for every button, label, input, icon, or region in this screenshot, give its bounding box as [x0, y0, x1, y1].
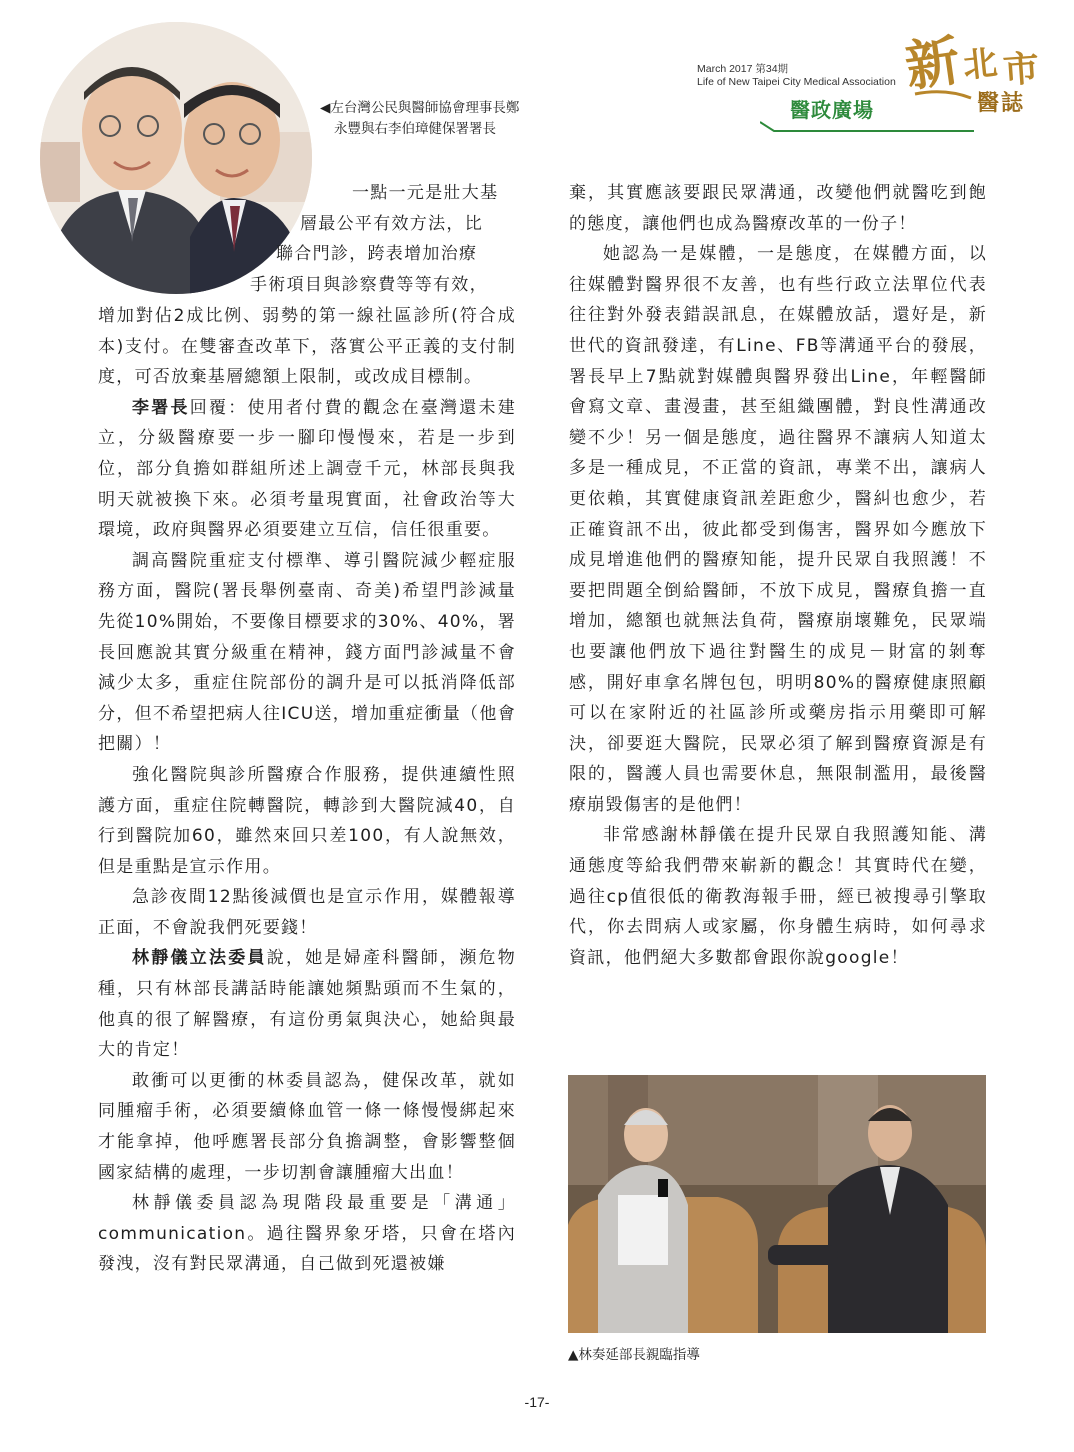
left-paragraph-2: [98, 393, 516, 546]
left-paragraph-7: [98, 1066, 516, 1188]
top-photo-caption: [320, 98, 580, 140]
left-paragraph-7-text: 敢衝可以更衝的林委員認為，健保改革，就如同腫瘤手術，必須要續條血管一條一條慢慢綁起來才能拿掉，他呼應署長部分負擔調整，會影響整個國家結構的處理，一步切割會讓腫瘤大出血！: [98, 1070, 516, 1183]
right-paragraph-1: [569, 178, 987, 239]
left-paragraph-5: [98, 882, 516, 943]
panel-discussion-image: [568, 1075, 986, 1333]
left-paragraph-1-text: 增加對佔2成比例、弱勢的第一線社區診所(符合成本)支付。在雙審查改革下，落實公平正義的支付制度，可否放棄基層總額上限制，或改成目標制。: [98, 306, 516, 388]
header-rule: [760, 120, 974, 132]
left-top-line-1: 一點一元是壯大基: [352, 183, 499, 203]
svg-text:新: 新: [905, 27, 964, 99]
left-paragraph-4-text: 強化醫院與診所醫療合作服務，提供連續性照護方面，重症住院轉醫院，轉診到大醫院減40，自行到醫院加60，雖然來回只差100，有人說無效，但是重點是宣示作用。: [98, 764, 516, 877]
issue-publication: Life of New Taipei City Medical Association: [697, 76, 896, 88]
two-men-portrait-image: [40, 22, 312, 294]
left-paragraph-1: [98, 301, 516, 393]
svg-text:醫: 醫: [977, 90, 1000, 116]
left-paragraph-6: [98, 943, 516, 1065]
section-title: 醫政廣場: [790, 98, 874, 122]
left-paragraph-4: [98, 760, 516, 882]
svg-text:市: 市: [1001, 47, 1041, 92]
issue-info: [697, 63, 896, 89]
magazine-logo: [905, 24, 1045, 116]
bottom-photo: [568, 1075, 986, 1333]
right-paragraph-2-text: 她認為一是媒體，一是態度，在媒體方面，以往媒體對醫界很不友善，也有些行政立法單位代表往往對外發表錯誤訊息，在媒體放話，還好是，新世代的資訊發達，有Line、FB等溝通平台的發展，署長早上7點就對媒體與醫界發出Line，年輕醫師會寫文章、畫漫畫，甚至組織團體，對良性溝通改變不少！另一個是態度，過往醫界不讓病人知道太多是一種成見，不正當的資訊，專業不出，讓病人更依賴，其實健康資訊差距愈少，醫糾也愈少，若正確資訊不出，彼此都受到傷害，醫界如今應放下成見增進他們的醫療知能，提升民眾自我照護！不要把問題全倒給醫師，不放下成見，醫療負擔一直增加，總額也就無法負荷，醫療崩壞難免，民眾端也要讓他們放下過往對醫生的成見－財富的剝奪感，開好車拿名牌包包，明明80%的醫療健康照顧可以在家附近的社區診所或藥房指示用藥即可解決，卻要逛大醫院，民眾必須了解到醫療資源是有限的，醫護人員也需要休息，無限制濫用，最後醫療崩毀傷害的是他們！: [569, 244, 987, 815]
left-paragraph-8: [98, 1188, 516, 1280]
left-top-line-2: 層最公平有效方法，比: [300, 213, 483, 234]
page-number: -17-: [524, 1394, 550, 1410]
svg-text:北: 北: [961, 42, 1000, 87]
left-column: [98, 301, 516, 1280]
left-paragraph-3: [98, 546, 516, 760]
top-photo-caption-line2: 永豐與右李伯璋健保署署長: [334, 121, 496, 137]
left-paragraph-6-text: 說，她是婦產科醫師，瀕危物種，只有林部長講話時能讓她頻點頭而不生氣的，他真的很了解醫療，有這份勇氣與決心，她給與最大的肯定！: [98, 948, 516, 1061]
issue-date: March 2017 第34期: [697, 63, 789, 75]
top-photo: [40, 22, 312, 294]
left-paragraph-8-text: 林靜儀委員認為現階段最重要是「溝通」communication。過往醫界象牙塔，只會在塔內發洩，沒有對民眾溝通，自己做到死還被嫌: [98, 1193, 516, 1275]
right-paragraph-3: [569, 820, 987, 973]
left-top-line-4: 手術項目與診察費等等有效，: [250, 274, 488, 295]
right-paragraph-3-text: 非常感謝林靜儀在提升民眾自我照護知能、溝通態度等給我們帶來嶄新的觀念！其實時代在變，過往cp值很低的衛教海報手冊，經已被搜尋引擎取代，你去問病人或家屬，你身體生病時，如何尋求資訊，他們絕大多數都會跟你說google！: [569, 825, 987, 968]
speaker-li: 李署長: [132, 397, 190, 418]
bottom-photo-caption: ▲林奏延部長親臨指導: [568, 1347, 700, 1363]
left-paragraph-5-text: 急診夜間12點後減價也是宣示作用，媒體報導正面，不會說我們死要錢！: [98, 887, 516, 938]
magazine-logo-image: [905, 24, 1045, 116]
top-photo-caption-line1: ◀左台灣公民與醫師協會理事長鄭: [320, 100, 520, 116]
left-paragraph-3-text: 調高醫院重症支付標準、導引醫院減少輕症服務方面，醫院(署長舉例臺南、奇美)希望門診減量先從10%開始，不要像目標要求的30%、40%，署長回應說其實分級重在精神，錢方面門診減量不會減少太多，重症住院部份的調升是可以抵消降低部分，但不希望把病人往ICU送，增加重症衝量（他會把關）！: [98, 550, 516, 755]
right-paragraph-1-text: 棄，其實應該要跟民眾溝通，改變他們就醫吃到飽的態度，讓他們也成為醫療改革的一份子！: [569, 183, 987, 234]
left-top-line-3: 聯合門診，跨表增加治療: [276, 244, 478, 265]
svg-text:誌: 誌: [1001, 90, 1024, 116]
left-paragraph-2-text: 回覆：使用者付費的觀念在臺灣還未建立，分級醫療要一步一腳印慢慢來，若是一步到位，部分負擔如群組所述上調壹千元，林部長與我明天就被換下來。必須考量現實面，社會政治等大環境，政府與醫界必須要建立互信，信任很重要。: [98, 397, 516, 541]
speaker-lin: 林靜儀立法委員: [132, 948, 267, 969]
right-column: [569, 178, 987, 973]
right-paragraph-2: [569, 239, 987, 820]
